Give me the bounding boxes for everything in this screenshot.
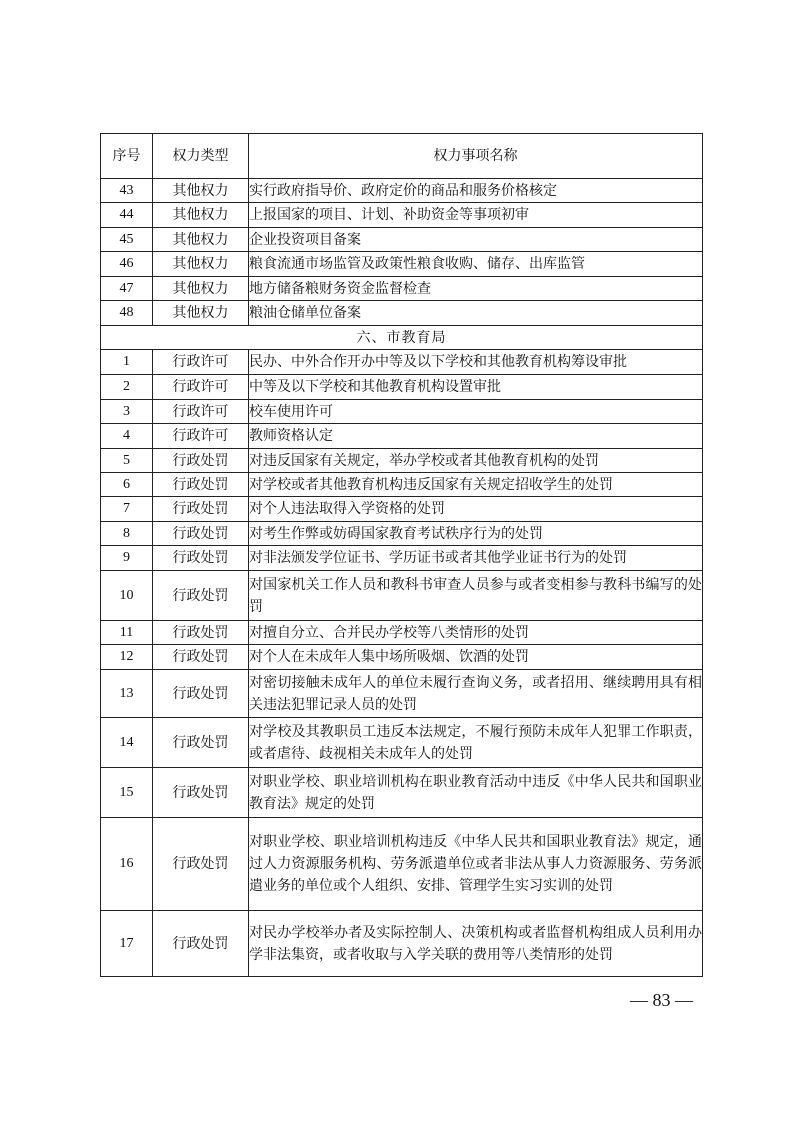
table-row	[101, 252, 703, 277]
row-type: 行政许可	[153, 400, 249, 424]
row-type: 行政处罚	[153, 571, 249, 621]
table-row	[101, 449, 703, 473]
row-seq: 8	[101, 522, 153, 546]
header-type: 权力类型	[153, 134, 249, 179]
table-row	[101, 203, 703, 228]
table-row	[101, 497, 703, 522]
table-row	[101, 670, 703, 718]
row-name: 对民办学校举办者及实际控制人、决策机构或者监督机构组成人员利用办学非法集资，或者收取与入学关联的费用等八类情形的处罚	[249, 911, 703, 977]
row-seq: 43	[101, 179, 153, 203]
table-row	[101, 277, 703, 301]
header-seq: 序号	[101, 134, 153, 179]
row-seq: 7	[101, 497, 153, 522]
row-name: 粮食流通市场监管及政策性粮食收购、储存、出库监管	[249, 252, 703, 277]
row-type: 行政处罚	[153, 818, 249, 911]
table-row	[101, 911, 703, 977]
row-type: 行政处罚	[153, 621, 249, 645]
table-row	[101, 400, 703, 424]
row-seq: 3	[101, 400, 153, 424]
page-number: — 83 —	[630, 990, 693, 1010]
row-name: 对密切接触未成年人的单位未履行查询义务，或者招用、继续聘用具有相关违法犯罪记录人员的处罚	[249, 670, 703, 718]
row-type: 行政许可	[153, 424, 249, 449]
table-row	[101, 571, 703, 621]
row-type: 行政处罚	[153, 522, 249, 546]
row-name: 实行政府指导价、政府定价的商品和服务价格核定	[249, 179, 703, 203]
row-type: 行政处罚	[153, 718, 249, 768]
row-seq: 4	[101, 424, 153, 449]
row-name: 对学校及其教职员工违反本法规定，不履行预防未成年人犯罪工作职责，或者虐待、歧视相关未成年人的处罚	[249, 718, 703, 768]
row-name: 民办、中外合作开办中等及以下学校和其他教育机构筹设审批	[249, 350, 703, 375]
row-type: 其他权力	[153, 252, 249, 277]
row-type: 行政处罚	[153, 473, 249, 497]
row-type: 其他权力	[153, 228, 249, 252]
row-seq: 15	[101, 768, 153, 818]
row-name: 教师资格认定	[249, 424, 703, 449]
row-name: 对学校或者其他教育机构违反国家有关规定招收学生的处罚	[249, 473, 703, 497]
row-type: 行政处罚	[153, 768, 249, 818]
table-row	[101, 301, 703, 326]
row-name: 对违反国家有关规定，举办学校或者其他教育机构的处罚	[249, 449, 703, 473]
row-type: 行政处罚	[153, 670, 249, 718]
row-type: 行政处罚	[153, 911, 249, 977]
row-name: 粮油仓储单位备案	[249, 301, 703, 326]
row-seq: 5	[101, 449, 153, 473]
row-type: 行政许可	[153, 350, 249, 375]
row-name: 对考生作弊或妨碍国家教育考试秩序行为的处罚	[249, 522, 703, 546]
row-type: 行政处罚	[153, 645, 249, 670]
row-seq: 44	[101, 203, 153, 228]
table-row	[101, 621, 703, 645]
row-seq: 48	[101, 301, 153, 326]
row-name: 校车使用许可	[249, 400, 703, 424]
row-seq: 45	[101, 228, 153, 252]
row-name: 对国家机关工作人员和教科书审查人员参与或者变相参与教科书编写的处罚	[249, 571, 703, 621]
table-row	[101, 546, 703, 571]
power-list-table	[100, 133, 703, 977]
section-row	[101, 326, 703, 350]
table-row	[101, 424, 703, 449]
row-type: 行政处罚	[153, 546, 249, 571]
row-name: 对职业学校、职业培训机构在职业教育活动中违反《中华人民共和国职业教育法》规定的处罚	[249, 768, 703, 818]
row-name: 对非法颁发学位证书、学历证书或者其他学业证书行为的处罚	[249, 546, 703, 571]
row-name: 对职业学校、职业培训机构违反《中华人民共和国职业教育法》规定，通过人力资源服务机构、劳务派遣单位或者非法从事人力资源服务、劳务派遣业务的单位或个人组织、安排、管理学生实习实训的处罚	[249, 818, 703, 911]
row-name: 企业投资项目备案	[249, 228, 703, 252]
row-seq: 47	[101, 277, 153, 301]
row-seq: 17	[101, 911, 153, 977]
row-seq: 11	[101, 621, 153, 645]
section-title: 六、市教育局	[101, 326, 703, 350]
table-row	[101, 522, 703, 546]
row-name: 对擅自分立、合并民办学校等八类情形的处罚	[249, 621, 703, 645]
row-seq: 9	[101, 546, 153, 571]
table-row	[101, 228, 703, 252]
row-name: 上报国家的项目、计划、补助资金等事项初审	[249, 203, 703, 228]
row-seq: 16	[101, 818, 153, 911]
table-header-row	[101, 134, 703, 179]
row-seq: 12	[101, 645, 153, 670]
row-name: 中等及以下学校和其他教育机构设置审批	[249, 375, 703, 400]
row-type: 其他权力	[153, 277, 249, 301]
row-name: 地方储备粮财务资金监督检查	[249, 277, 703, 301]
table-row	[101, 818, 703, 911]
row-name: 对个人在未成年人集中场所吸烟、饮酒的处罚	[249, 645, 703, 670]
row-seq: 14	[101, 718, 153, 768]
row-type: 行政许可	[153, 375, 249, 400]
row-seq: 1	[101, 350, 153, 375]
row-type: 其他权力	[153, 301, 249, 326]
row-type: 行政处罚	[153, 497, 249, 522]
row-seq: 6	[101, 473, 153, 497]
table-row	[101, 179, 703, 203]
row-seq: 10	[101, 571, 153, 621]
table-row	[101, 375, 703, 400]
row-name: 对个人违法取得入学资格的处罚	[249, 497, 703, 522]
row-seq: 2	[101, 375, 153, 400]
header-name: 权力事项名称	[249, 134, 703, 179]
row-type: 其他权力	[153, 179, 249, 203]
table-row	[101, 473, 703, 497]
row-seq: 46	[101, 252, 153, 277]
row-type: 其他权力	[153, 203, 249, 228]
table-row	[101, 768, 703, 818]
row-seq: 13	[101, 670, 153, 718]
table-row	[101, 718, 703, 768]
table-row	[101, 350, 703, 375]
table-row	[101, 645, 703, 670]
row-type: 行政处罚	[153, 449, 249, 473]
